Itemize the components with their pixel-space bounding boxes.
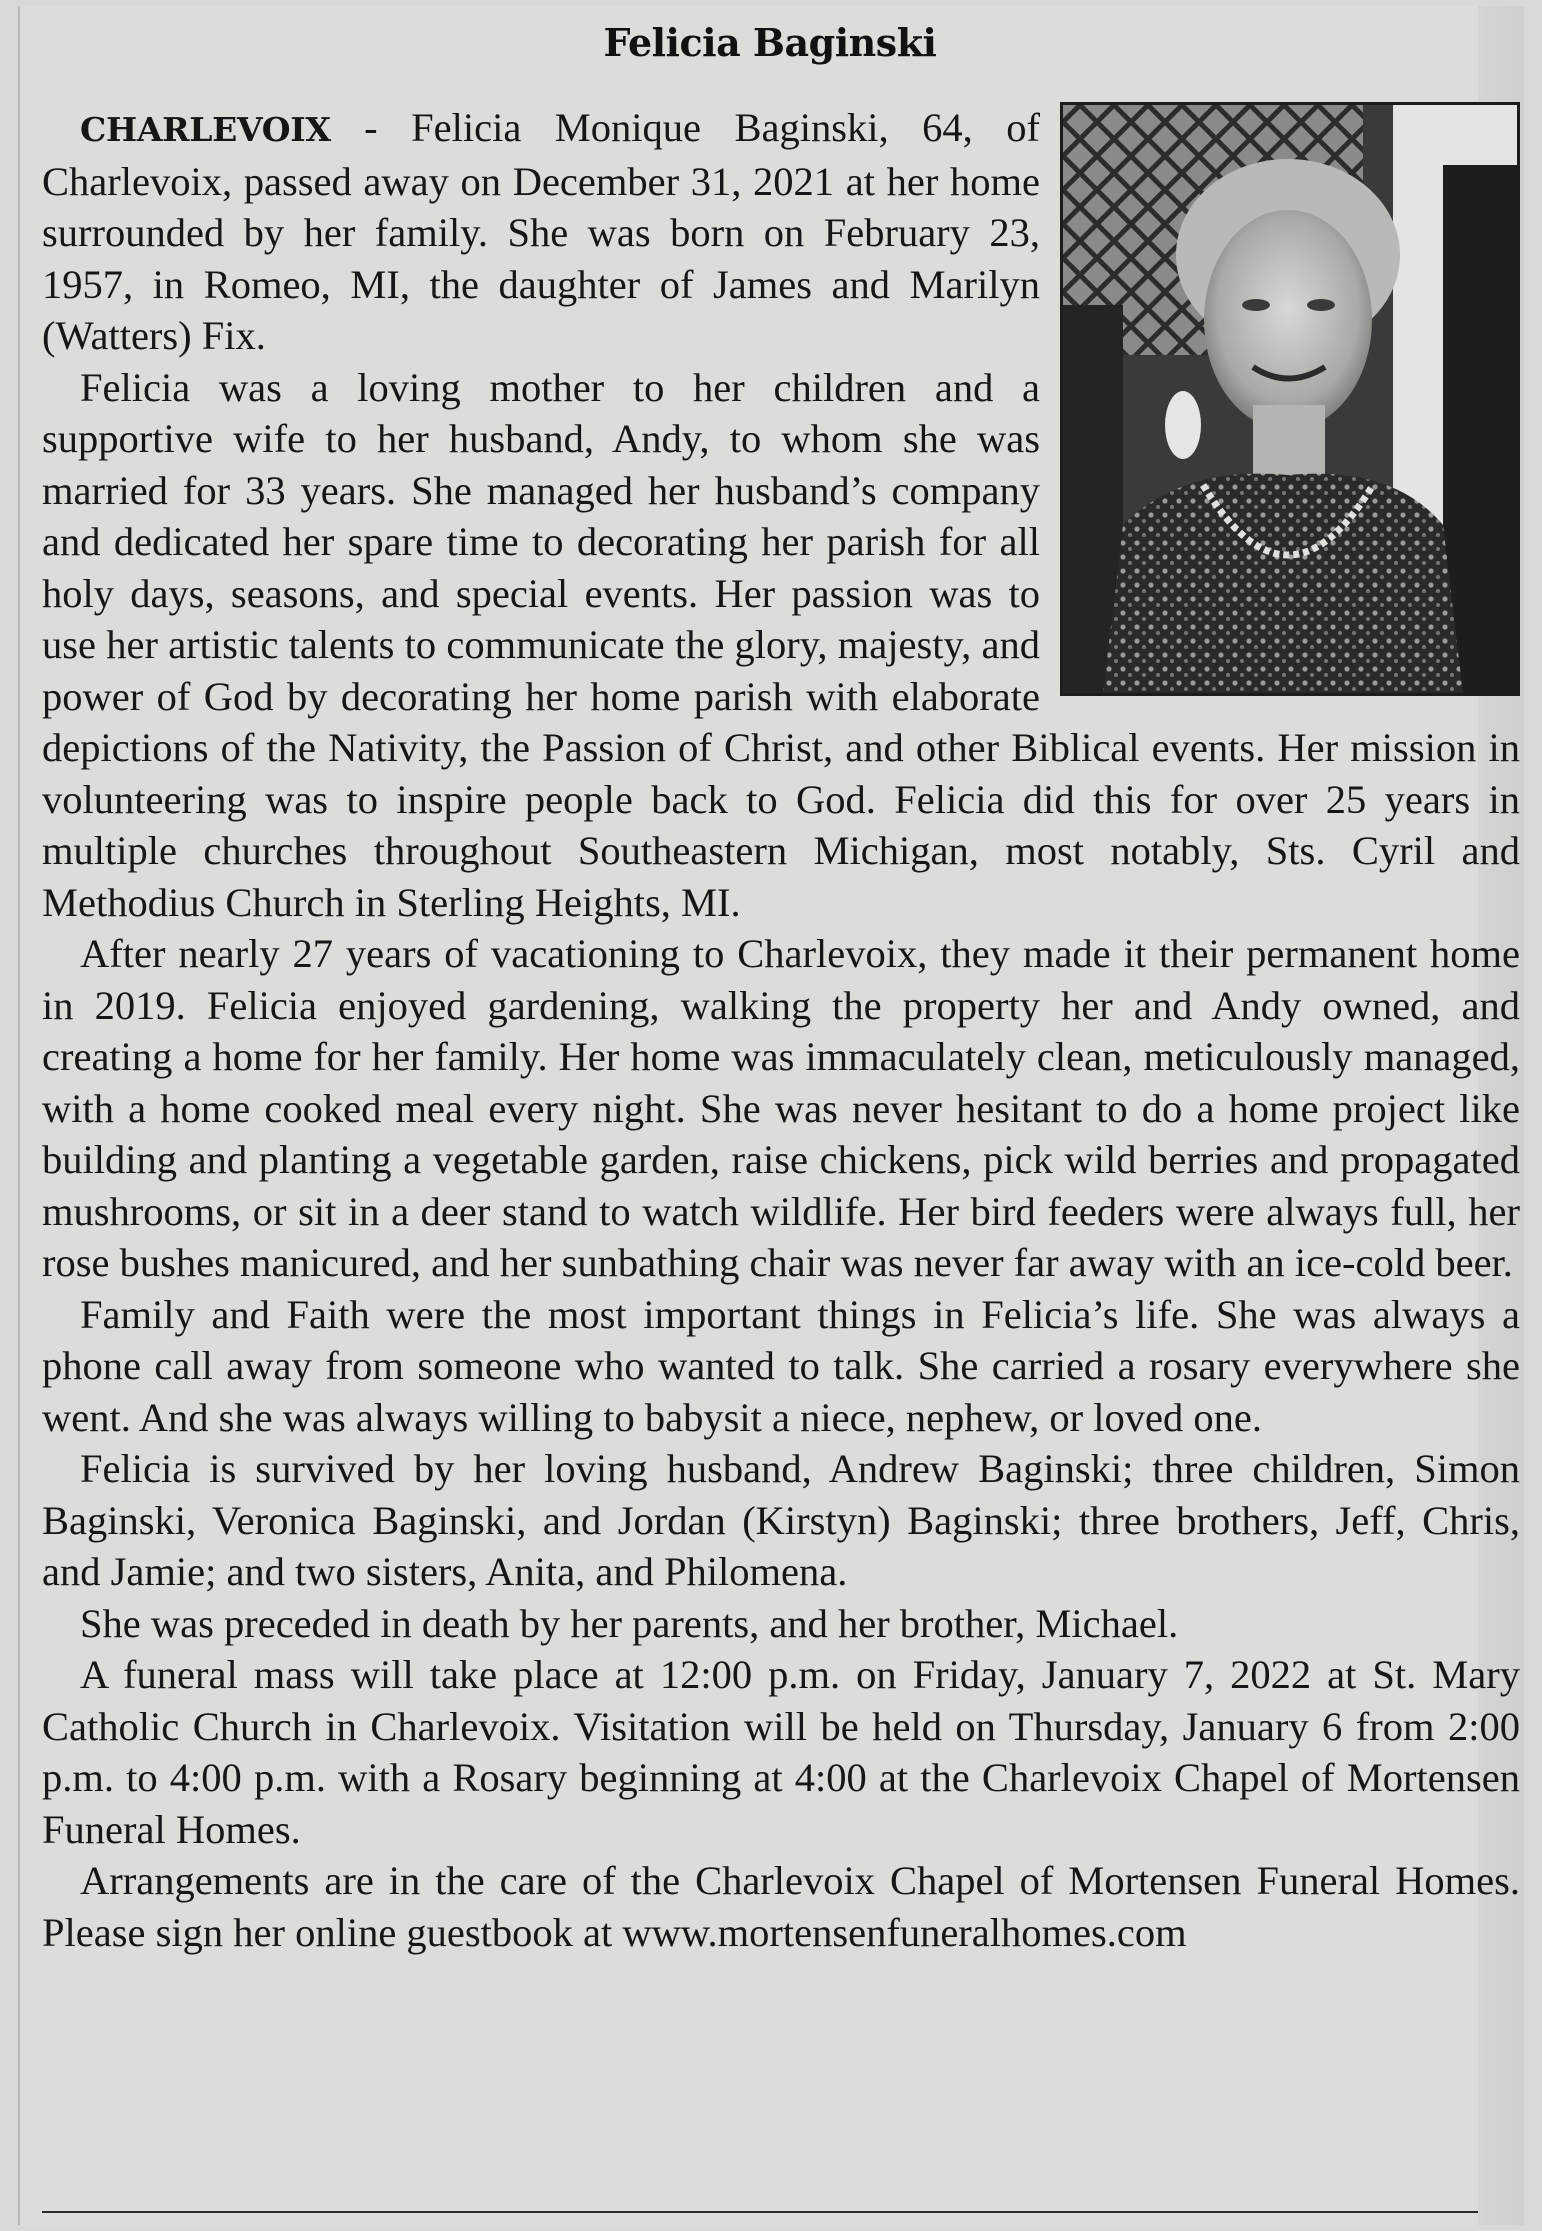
paragraph-arrangements: Arrangements are in the care of the Charlevoix Chapel of Mortensen Funeral Homes. Please sign her online guestbook at www.mortensenfuneralhomes.com xyxy=(42,1858,1520,1955)
paragraph-survived-by: Felicia is survived by her loving husband, Andrew Baginski; three children, Simon Baginski, Veronica Baginski, and Jordan (Kirstyn) Baginski; three brothers, Jeff, Chris, and Jamie; and two sisters, Anita, and Philomena. xyxy=(42,1446,1520,1594)
newspaper-clipping xyxy=(18,6,1524,2225)
portrait-photo xyxy=(1060,102,1520,696)
paragraph-family-faith: Family and Faith were the most important things in Felicia’s life. She was always a phone call away from someone who wanted to talk. She carried a rosary everywhere she went. And she was always willing to babysit a niece, nephew, or loved one. xyxy=(42,1291,1520,1440)
portrait-image xyxy=(1063,105,1517,693)
dateline: CHARLEVOIX xyxy=(80,110,331,149)
obituary-headline: Felicia Baginski xyxy=(603,20,937,65)
paragraph-charlevoix-home: After nearly 27 years of vacationing to Charlevoix, they made it their permanent home in 2019. Felicia enjoyed gardening, walking the property her and Andy owned, and creating a home for her family. Her home was immaculately clean, meticulously managed, with a home cooked meal every night. She was never hesitant to do a home project like building and planting a vegetable garden, raise chickens, pick wild berries and propagated mushrooms, or sit in a deer stand to watch wildlife. Her bird feeders were always full, her rose bushes manicured, and her sunbathing chair was never far away with an ice-cold beer. xyxy=(42,931,1520,1285)
lead-text: - Felicia Monique Baginski, 64, of Charlevoix, passed away on December 31, 2021 at her home surrounded by her family. She was born on February 23, 1957, in Romeo, MI, the daughter of James and Marilyn (Watters) Fix. xyxy=(42,105,1040,358)
paragraph-funeral-mass: A funeral mass will take place at 12:00 p.m. on Friday, January 7, 2022 at St. Mary Catholic Church in Charlevoix. Visitation will be held on Thursday, January 6 from 2:00 p.m. to 4:00 p.m. with a Rosary beginning at 4:00 at the Charlevoix Chapel of Mortensen Funeral Homes. xyxy=(42,1652,1520,1852)
paragraph-parish-work: Felicia was a loving mother to her children and a supportive wife to her husband, Andy, to whom she was married for 33 years. She managed her husband’s company and dedicated her spare time to decorating her parish for all holy days, seasons, and special events. Her passion was to use her artistic talents to communicate the glory, majesty, and power of God by decorating her home parish with elaborate depictions of the Nativity, the Passion of Christ, and other Biblical events. Her mission in volunteering was to inspire people back to God. Felicia did this for over 25 years in multiple churches throughout Southeastern Michigan, most notably, Sts. Cyril and Methodius Church in Sterling Heights, MI. xyxy=(42,364,1520,925)
obituary-body xyxy=(42,102,1520,1958)
bottom-rule xyxy=(42,2211,1478,2213)
paragraph-preceded-by: She was preceded in death by her parents, and her brother, Michael. xyxy=(80,1600,1179,1646)
